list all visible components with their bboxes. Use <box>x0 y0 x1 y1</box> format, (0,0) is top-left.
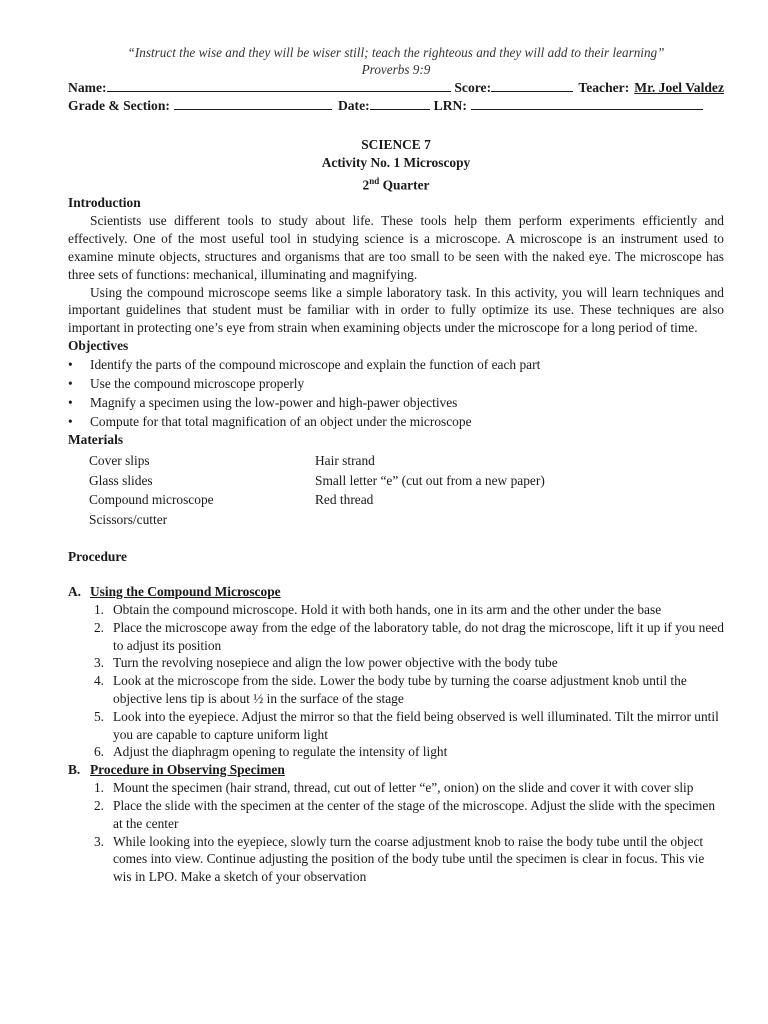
step-item: 3. While looking into the eyepiece, slowly turn the coarse adjustment knob to raise the body tube until the object comes into view. Continue adjusting the position of the body tube until the specimen is clear in focus. This vie wis in LPO. Make a sketch of your observation <box>93 833 705 885</box>
teacher-label: Teacher: <box>578 80 630 95</box>
section-a-title: Using the Compound Microscope <box>90 584 281 600</box>
name-field[interactable] <box>107 78 452 92</box>
grade-section-label: Grade & Section: <box>68 98 170 113</box>
name-label: Name: <box>68 80 107 95</box>
objective-item: • Compute for that total magnification of an object under the microscope <box>68 412 724 431</box>
section-a-steps <box>68 601 724 761</box>
bible-citation: Proverbs 9:9 <box>361 62 431 77</box>
quarter-title <box>68 172 724 194</box>
quarter-word: Quarter <box>382 177 430 193</box>
material-item: Hair strand <box>315 453 375 469</box>
teacher-name: Mr. Joel Valdez <box>634 80 724 95</box>
section-b-heading <box>68 761 724 779</box>
step-item: 4. Look at the microscope from the side. Lower the body tube by turning the coarse adjustment knob until the objective lens tip is about ½ in the surface of the stage <box>93 673 687 707</box>
objectives-heading: Objectives <box>68 338 129 354</box>
quarter-number: 2 <box>362 177 370 193</box>
objective-item: • Identify the parts of the compound microscope and explain the function of each part <box>68 355 724 374</box>
materials-list <box>89 451 724 529</box>
activity-title: Activity No. 1 Microscopy <box>321 155 471 170</box>
subject-title: SCIENCE 7 <box>361 137 431 152</box>
material-item: Scissors/cutter <box>89 511 168 527</box>
intro-paragraph-1: Scientists use different tools to study about life. These tools help them perform experiments efficiently and effectively. One of the most useful tool in studying science is a microscope. A microscope is an instrument used to examine minute objects, structures and organisms that are too small to be seen with the naked eye. The microscope has three sets of functions: mechanical, illuminating and magnifying. <box>68 213 724 282</box>
step-item: 3. Turn the revolving nosepiece and align the low power objective with the body tube <box>93 655 558 671</box>
objective-item: • Magnify a specimen using the low-power and high-pawer objectives <box>68 393 724 412</box>
lrn-field[interactable] <box>471 96 703 110</box>
section-b-title: Procedure in Observing Specimen <box>90 762 285 778</box>
step-item: 1. Mount the specimen (hair strand, thread, cut out of letter “e”, onion) on the slide and cover it with cover slip <box>93 780 694 796</box>
procedure-heading: Procedure <box>68 549 128 565</box>
introduction-heading: Introduction <box>68 195 141 211</box>
intro-paragraph-2: Using the compound microscope seems like a simple laboratory task. In this activity, you will learn techniques and important guidelines that student must be familiar with in order to fully optimize its use. These techniques are also important in protecting one’s eye from strain when examining objects under the microscope for a long period of time. <box>68 284 724 336</box>
step-item: 2. Place the microscope away from the edge of the laboratory table, do not drag the microscope, lift it up if you need to adjust its position <box>93 619 724 653</box>
score-field[interactable] <box>491 78 573 92</box>
materials-heading: Materials <box>68 432 124 448</box>
date-label: Date: <box>337 98 370 113</box>
date-field[interactable] <box>370 96 430 110</box>
grade-section-field[interactable] <box>174 96 332 110</box>
objective-item: • Use the compound microscope properly <box>68 374 724 393</box>
section-a-heading <box>68 583 724 601</box>
name-score-teacher-row <box>68 78 724 96</box>
step-item: 1. Obtain the compound microscope. Hold it with both hands, one in its arm and the other under the base <box>93 602 662 618</box>
material-item: Glass slides <box>89 472 153 488</box>
step-item: 2. Place the slide with the specimen at the center of the stage of the microscope. Adjust the slide with the specimen at the center <box>93 798 716 831</box>
lrn-label: LRN: <box>433 98 467 113</box>
material-item: Cover slips <box>89 453 150 469</box>
worksheet-page <box>68 44 724 886</box>
material-item: Compound microscope <box>89 492 214 508</box>
score-label: Score: <box>454 80 492 95</box>
objectives-list <box>68 355 724 431</box>
material-item: Red thread <box>315 492 374 508</box>
quarter-suffix: nd <box>369 176 380 186</box>
step-item: 5. Look into the eyepiece. Adjust the mirror so that the field being observed is well illuminated. Tilt the mirror until you are capable to capture uniform light <box>93 708 719 742</box>
grade-date-lrn-row <box>68 96 724 114</box>
step-item: 6. Adjust the diaphragm opening to regulate the intensity of light <box>93 744 448 760</box>
bible-quote: “Instruct the wise and they will be wiser still; teach the righteous and they will add to their learning” <box>127 45 665 60</box>
material-item: Small letter “e” (cut out from a new paper) <box>315 472 545 488</box>
section-b-steps <box>68 779 724 886</box>
section-a-letter: A. <box>68 584 82 600</box>
section-b-letter: B. <box>68 762 81 778</box>
